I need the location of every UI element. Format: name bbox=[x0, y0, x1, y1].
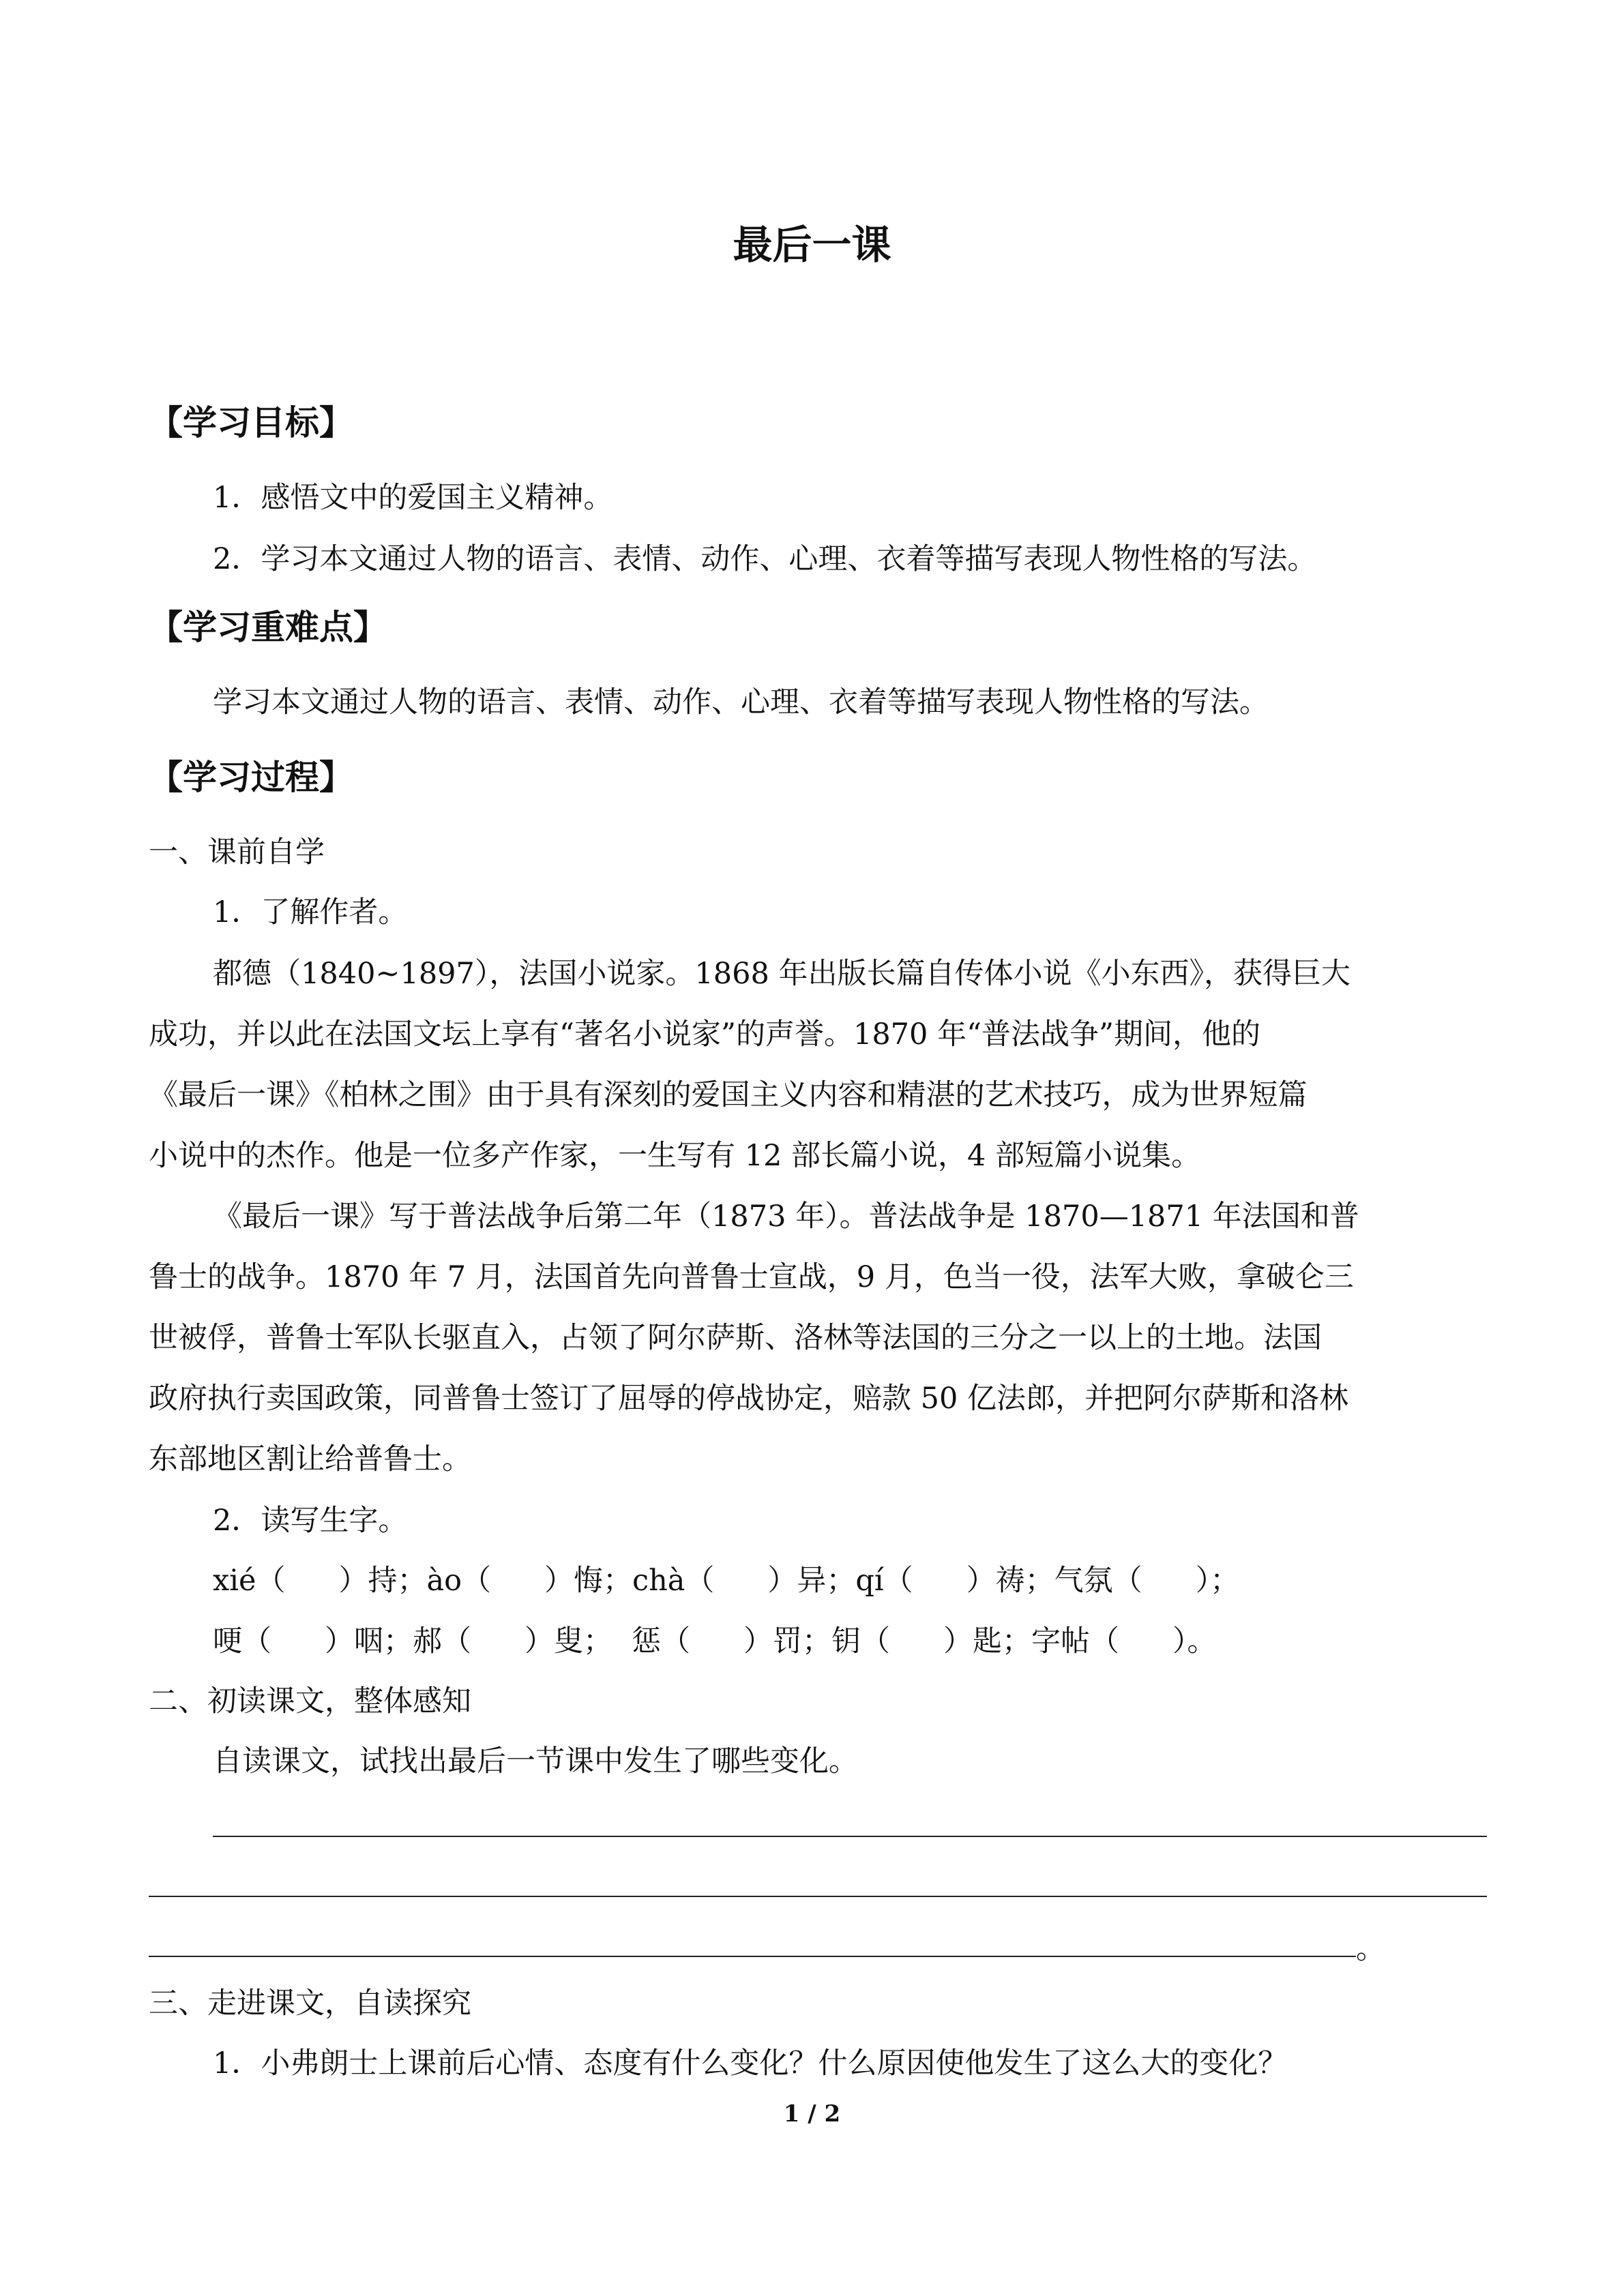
char-blank-item: ）咽；郝（ bbox=[325, 1624, 471, 1658]
pinyin-blank-item: ）异；qí（ bbox=[767, 1564, 913, 1598]
background-paragraph-line: 东部地区割让给普鲁士。 bbox=[149, 1442, 471, 1476]
part1-heading: 一、课前自学 bbox=[149, 835, 325, 869]
author-paragraph-line: 都德（1840~1897），法国小说家。1868 年出版长篇自传体小说《小东西》，获得巨大 bbox=[213, 957, 1350, 991]
answer-line[interactable] bbox=[213, 1836, 1487, 1837]
pinyin-blank-item: ）祷；气氛（ bbox=[966, 1564, 1142, 1598]
key-points-heading: 【学习重难点】 bbox=[149, 608, 387, 647]
objectives-heading: 【学习目标】 bbox=[149, 403, 353, 443]
answer-line[interactable] bbox=[149, 1956, 1356, 1957]
background-paragraph-line: 鲁士的战争。1870 年 7 月，法国首先向普鲁士宣战，9 月，色当一役，法军大败，拿破仑三 bbox=[149, 1260, 1354, 1294]
author-paragraph-line: 小说中的杰作。他是一位多产作家，一生写有 12 部长篇小说，4 部短篇小说集。 bbox=[149, 1139, 1201, 1173]
page-title: 最后一课 bbox=[733, 222, 891, 268]
part3-heading: 三、走进课文，自读探究 bbox=[149, 1986, 471, 2021]
background-paragraph-line: 政府执行卖国政策，同普鲁士签订了屈辱的停战协定，赔款 50 亿法郎，并把阿尔萨斯和洛林 bbox=[149, 1382, 1349, 1416]
char-blank-item: ）叟； bbox=[525, 1624, 612, 1658]
pinyin-blank-item: ）悔；chà（ bbox=[544, 1564, 715, 1598]
char-blank-item: 哽（ bbox=[213, 1624, 271, 1658]
part3-question-1: 1．小弗朗士上课前后心情、态度有什么变化？什么原因使他发生了这么大的变化？ bbox=[213, 2046, 1288, 2081]
char-blank-item: ）罚；钥（ bbox=[743, 1624, 890, 1658]
background-paragraph-line: 世被俘，普鲁士军队长驱直入，占领了阿尔萨斯、洛林等法国的三分之一以上的土地。法国 bbox=[149, 1321, 1322, 1355]
pinyin-blank-item: ）持；ào（ bbox=[338, 1564, 491, 1598]
pinyin-blank-item: ）； bbox=[1195, 1564, 1240, 1598]
process-heading: 【学习过程】 bbox=[149, 758, 353, 797]
answer-end-mark: 。 bbox=[1356, 1932, 1385, 1966]
objective-2: 2．学习本文通过人物的语言、表情、动作、心理、衣着等描写表现人物性格的写法。 bbox=[213, 542, 1317, 576]
pinyin-row-2 bbox=[213, 1621, 1217, 1662]
char-blank-item: ）匙；字帖（ bbox=[943, 1624, 1119, 1658]
part1-item2: 2．读写生字。 bbox=[213, 1504, 408, 1538]
char-blank-item: ）。 bbox=[1172, 1624, 1217, 1658]
key-points-text: 学习本文通过人物的语言、表情、动作、心理、衣着等描写表现人物性格的写法。 bbox=[213, 685, 1269, 719]
char-blank-item: 惩（ bbox=[632, 1624, 690, 1658]
author-paragraph-line: 《最后一课》《柏林之围》由于具有深刻的爱国主义内容和精湛的艺术技巧，成为世界短篇 bbox=[149, 1078, 1308, 1112]
part2-heading: 二、初读课文，整体感知 bbox=[149, 1684, 471, 1718]
pinyin-row-1 bbox=[213, 1560, 1239, 1601]
background-paragraph-line: 《最后一课》写于普法战争后第二年（1873 年）。普法战争是 1870—1871 年法国和普 bbox=[213, 1199, 1359, 1234]
author-paragraph-line: 成功，并以此在法国文坛上享有“著名小说家”的声誉。1870 年“普法战争”期间，他的 bbox=[149, 1017, 1261, 1052]
answer-line[interactable] bbox=[149, 1896, 1487, 1897]
page-number: 1 / 2 bbox=[783, 2100, 841, 2128]
part1-item1: 1．了解作者。 bbox=[213, 895, 408, 929]
objective-1: 1．感悟文中的爱国主义精神。 bbox=[213, 481, 613, 515]
pinyin-blank-item: xié（ bbox=[213, 1564, 286, 1598]
part2-prompt: 自读课文，试找出最后一节课中发生了哪些变化。 bbox=[213, 1744, 858, 1778]
